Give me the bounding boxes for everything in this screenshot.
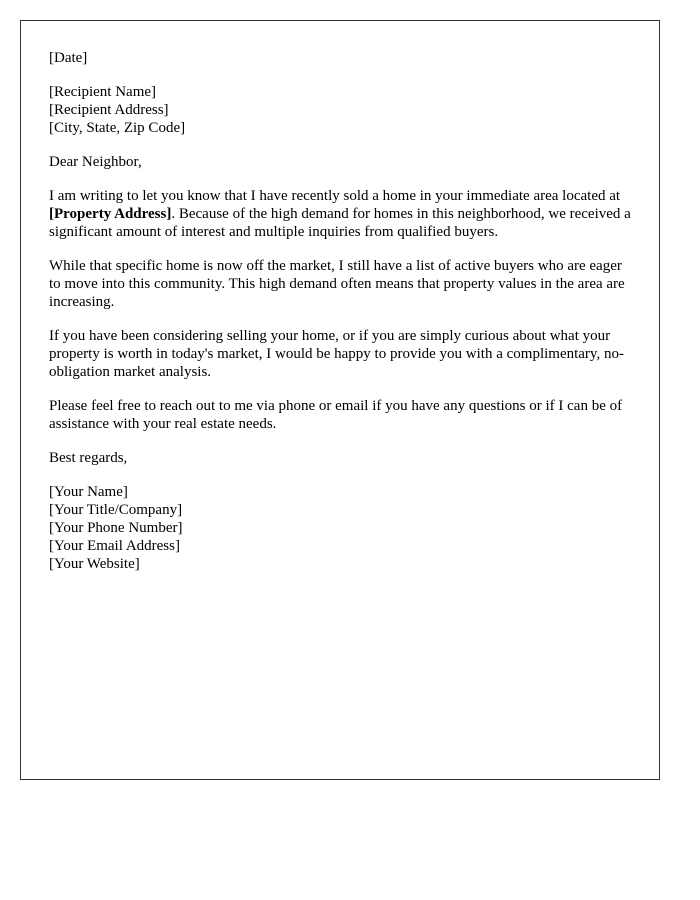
paragraph-1-rest: . Because of the high demand for homes in this neighborhood, we received a significant amount of interest and multiple inquiries from qualified buyers. xyxy=(49,206,631,240)
letter-body xyxy=(49,49,633,589)
recipient-city-state-zip: [City, State, Zip Code] xyxy=(49,120,186,136)
signature-email: [Your Email Address] xyxy=(49,538,180,554)
letter-page xyxy=(20,20,660,780)
paragraph-4: Please feel free to reach out to me via phone or email if you have any questions or if I can be of assistance with your real estate needs. xyxy=(49,398,623,432)
letter-date: [Date] xyxy=(49,50,88,66)
paragraph-3: If you have been considering selling your home, or if you are simply curious about what your property is worth in today's market, I would be happy to provide you with a complimentary, no-obligation market analysis. xyxy=(49,328,624,380)
property-address: [Property Address] xyxy=(49,206,172,222)
date-block xyxy=(49,49,633,67)
recipient-name: [Recipient Name] xyxy=(49,84,157,100)
recipient-address: [Recipient Address] xyxy=(49,102,169,118)
salutation: Dear Neighbor, xyxy=(49,154,142,170)
signature-block xyxy=(49,483,633,573)
signature-website: [Your Website] xyxy=(49,556,140,572)
paragraph-1-intro: I am writing to let you know that I have recently sold a home in your immediate area located at xyxy=(49,188,621,204)
signature-name: [Your Name] xyxy=(49,484,128,500)
signature-phone: [Your Phone Number] xyxy=(49,520,183,536)
paragraph-2: While that specific home is now off the market, I still have a list of active buyers who are eager to move into this community. This high demand often means that property values in the area are increasing. xyxy=(49,258,625,310)
paragraph-1 xyxy=(49,187,633,241)
signature-title-company: [Your Title/Company] xyxy=(49,502,183,518)
closing: Best regards, xyxy=(49,450,128,466)
recipient-block xyxy=(49,83,633,137)
